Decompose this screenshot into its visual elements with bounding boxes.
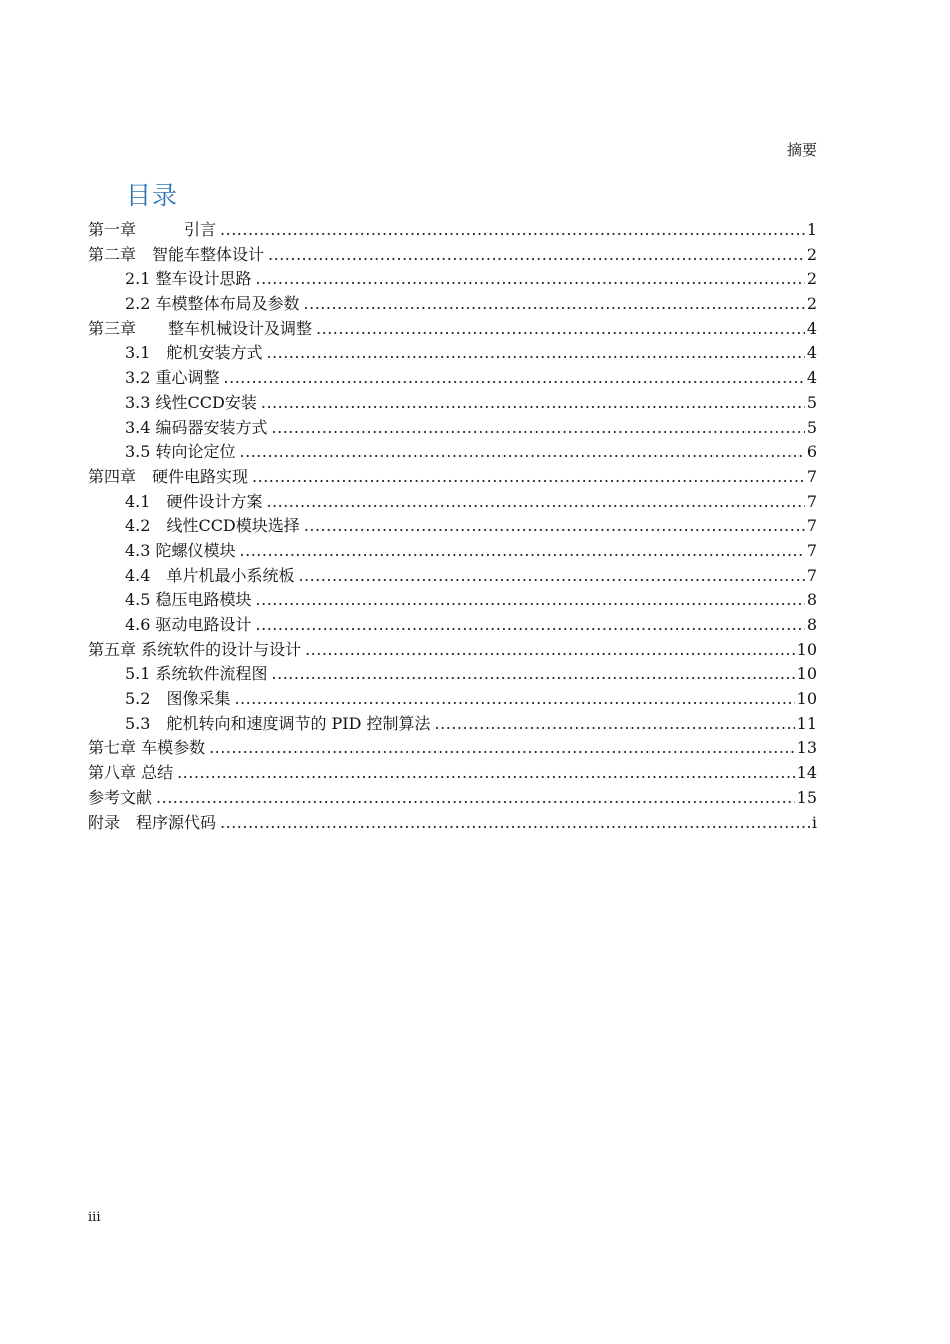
toc-dot-leader (234, 687, 794, 712)
toc-entry[interactable] (88, 465, 817, 490)
toc-dot-leader (261, 391, 805, 416)
toc-entry-page: 4 (806, 343, 817, 363)
toc-dot-leader (209, 736, 795, 761)
toc-entry-page: 7 (806, 466, 817, 486)
toc-dot-leader (266, 341, 804, 366)
toc-dot-leader (272, 416, 805, 441)
toc-entry[interactable] (88, 761, 817, 786)
toc-dot-leader (256, 613, 805, 638)
toc-entry-label: 5.1 系统软件流程图 (125, 664, 268, 684)
toc-dot-leader (305, 638, 795, 663)
toc-entry-page: 4 (806, 318, 817, 338)
toc-entry-label: 参考文献 (88, 787, 153, 807)
toc-entry[interactable] (88, 638, 817, 663)
toc-entry[interactable] (88, 786, 817, 811)
running-header: 摘要 (786, 141, 817, 159)
toc-entry[interactable] (88, 317, 817, 342)
toc-entry[interactable] (88, 366, 817, 391)
toc-dot-leader (220, 218, 805, 243)
toc-entry[interactable] (88, 490, 817, 515)
toc-entry-label: 3.4 编码器安装方式 (125, 417, 268, 437)
table-of-contents (88, 218, 817, 835)
toc-entry-label: 第八章 总结 (88, 763, 174, 783)
toc-entry-label: 5.2 图像采集 (125, 689, 231, 709)
toc-dot-leader (304, 514, 805, 539)
toc-dot-leader (156, 786, 795, 811)
toc-entry-page: 7 (806, 565, 817, 585)
toc-entry-label: 2.1 整车设计思路 (125, 269, 252, 289)
toc-dot-leader (304, 292, 805, 317)
toc-dot-leader (177, 761, 795, 786)
toc-dot-leader (268, 243, 805, 268)
toc-dot-leader (220, 811, 810, 836)
toc-entry-page: 8 (806, 590, 817, 610)
toc-entry-label: 4.1 硬件设计方案 (125, 491, 263, 511)
toc-entry[interactable] (88, 539, 817, 564)
toc-entry-label: 2.2 车模整体布局及参数 (125, 294, 300, 314)
toc-entry-label: 4.6 驱动电路设计 (125, 615, 252, 634)
toc-dot-leader (256, 588, 805, 613)
toc-entry-page: 7 (806, 516, 817, 536)
toc-entry-label: 3.3 线性CCD安装 (125, 392, 257, 412)
toc-entry-page: 7 (806, 540, 817, 560)
toc-dot-leader (224, 366, 805, 391)
toc-dot-leader (298, 564, 804, 589)
toc-entry-page: 10 (796, 664, 817, 684)
toc-dot-leader (266, 490, 804, 515)
toc-entry-label: 5.3 舵机转向和速度调节的 PID 控制算法 (125, 713, 431, 733)
toc-entry[interactable] (88, 218, 817, 243)
toc-entry-label: 第三章 整车机械设计及调整 (88, 318, 313, 338)
toc-entry-page: 5 (806, 417, 817, 437)
toc-entry-page: 2 (806, 294, 817, 314)
toc-dot-leader (240, 440, 805, 465)
toc-entry-page: 5 (806, 392, 817, 412)
toc-entry[interactable] (88, 391, 817, 416)
toc-entry[interactable] (88, 687, 817, 712)
toc-entry-page: 10 (796, 639, 817, 659)
toc-entry[interactable] (88, 662, 817, 687)
toc-entry[interactable] (88, 416, 817, 441)
toc-entry[interactable] (88, 267, 817, 292)
toc-title: 目录 (126, 181, 179, 210)
toc-entry[interactable] (88, 564, 817, 589)
toc-entry[interactable] (88, 292, 817, 317)
toc-entry-page: 1 (806, 220, 817, 239)
toc-entry-page: 10 (796, 689, 817, 709)
toc-entry-label: 第五章 系统软件的设计与设计 (88, 639, 302, 659)
toc-dot-leader (240, 539, 805, 564)
footer-page-number: iii (88, 1210, 101, 1225)
toc-entry[interactable] (88, 243, 817, 268)
toc-entry-label: 第四章 硬件电路实现 (88, 466, 249, 486)
toc-entry-label: 4.5 稳压电路模块 (125, 590, 252, 610)
toc-dot-leader (435, 712, 795, 737)
toc-entry-label: 3.1 舵机安装方式 (125, 343, 263, 363)
toc-entry-label: 3.5 转向论定位 (125, 442, 236, 462)
toc-entry-page: 8 (806, 615, 817, 634)
toc-entry[interactable] (88, 588, 817, 613)
toc-entry[interactable] (88, 514, 817, 539)
toc-entry-label: 4.3 陀螺仪模块 (125, 540, 236, 560)
toc-dot-leader (252, 465, 805, 490)
toc-entry-page: 14 (796, 763, 817, 783)
toc-entry-page: 6 (806, 442, 817, 462)
toc-entry-label: 3.2 重心调整 (125, 368, 220, 388)
toc-entry-label: 4.2 线性CCD模块选择 (125, 516, 300, 536)
toc-entry-label: 4.4 单片机最小系统板 (125, 565, 295, 585)
toc-entry-page: 11 (796, 713, 817, 733)
toc-entry-page: 4 (806, 368, 817, 388)
toc-entry[interactable] (88, 440, 817, 465)
toc-entry-page: 13 (796, 738, 817, 758)
toc-entry[interactable] (88, 811, 817, 836)
toc-dot-leader (272, 662, 795, 687)
toc-entry-page: 15 (796, 787, 817, 807)
toc-dot-leader (256, 267, 805, 292)
toc-dot-leader (316, 317, 805, 342)
toc-entry-label: 第二章 智能车整体设计 (88, 244, 265, 264)
toc-entry[interactable] (88, 341, 817, 366)
toc-entry-label: 第一章 引言 (88, 220, 217, 239)
toc-entry-page: i (811, 812, 817, 832)
toc-entry[interactable] (88, 613, 817, 638)
toc-entry[interactable] (88, 736, 817, 761)
toc-entry-page: 2 (806, 269, 817, 289)
toc-entry[interactable] (88, 712, 817, 737)
toc-entry-page: 7 (806, 491, 817, 511)
toc-entry-label: 第七章 车模参数 (88, 738, 206, 758)
toc-entry-page: 2 (806, 244, 817, 264)
toc-entry-label: 附录 程序源代码 (88, 812, 217, 832)
